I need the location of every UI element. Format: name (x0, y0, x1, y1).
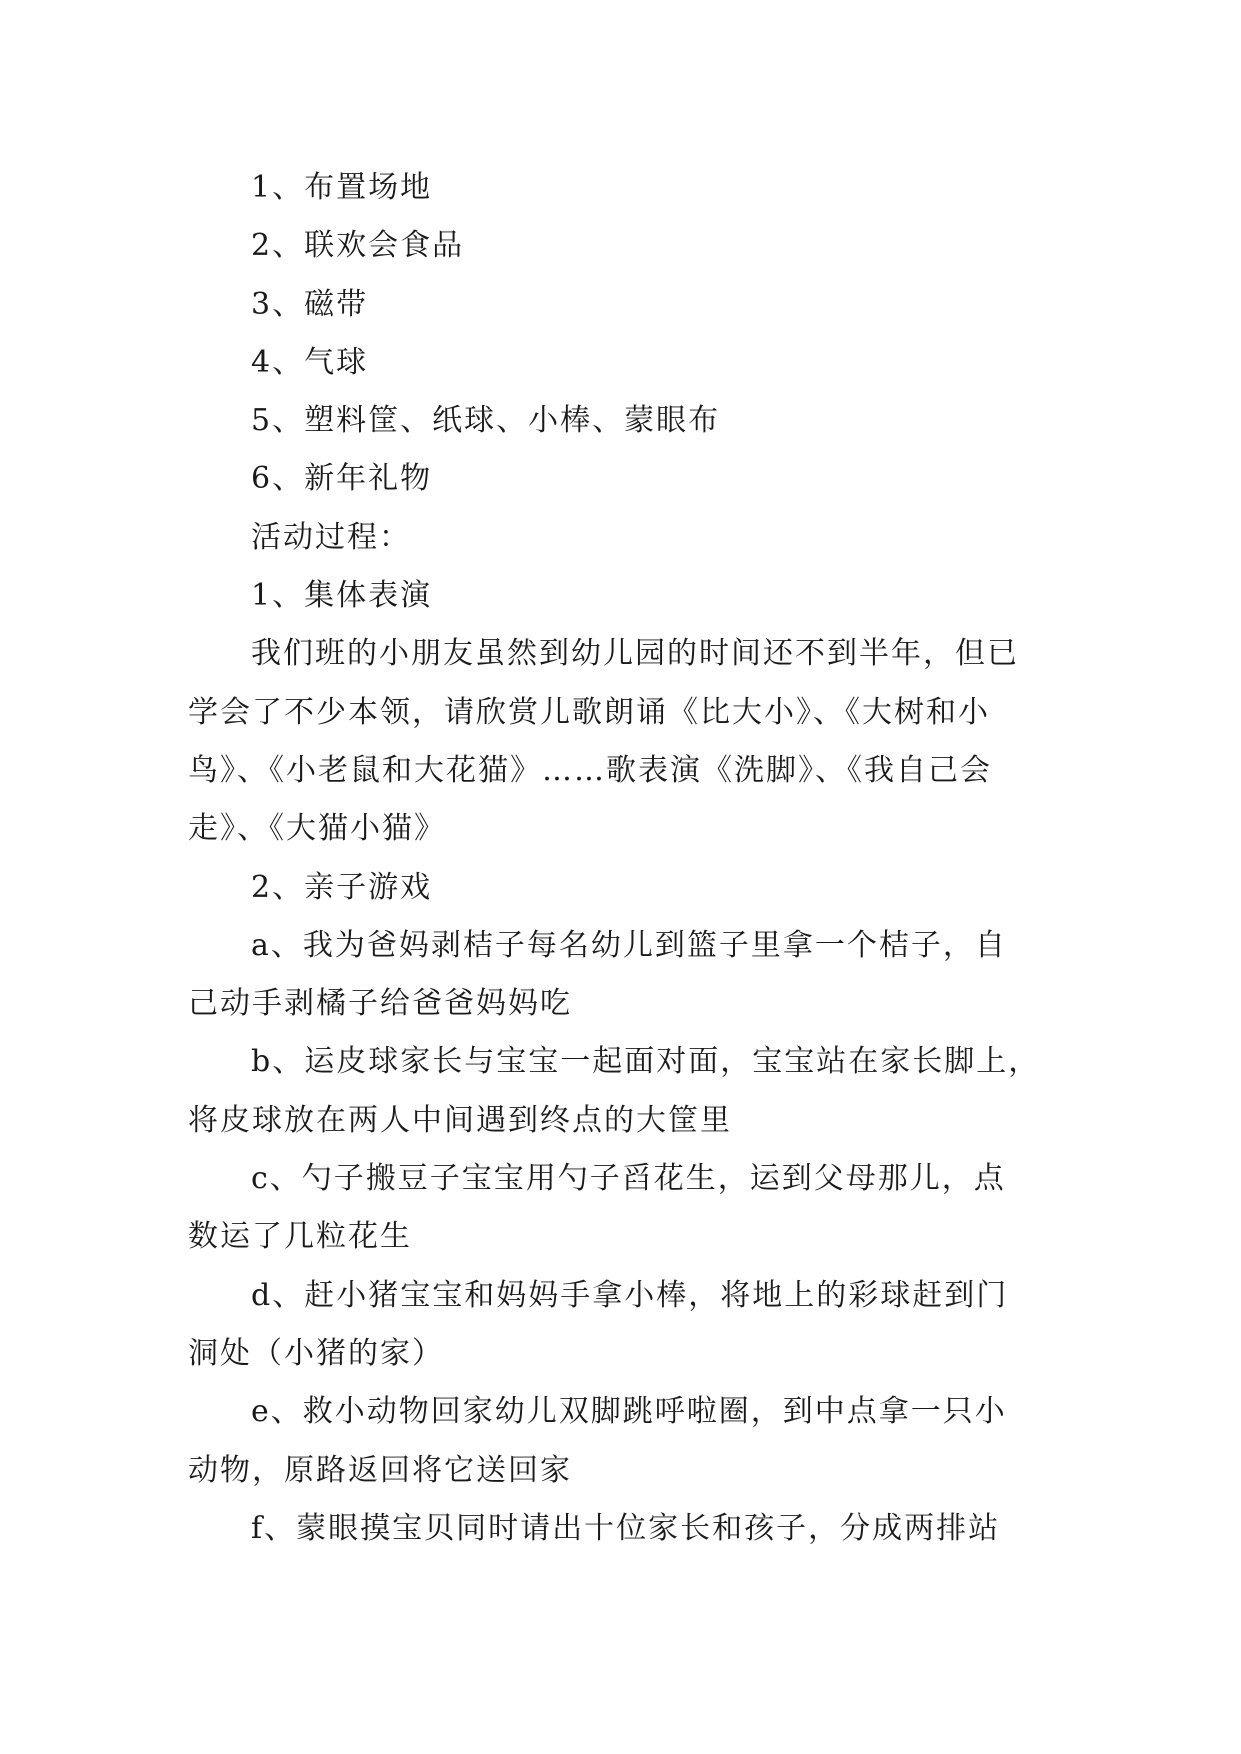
game-e-line-2: 动物，原路返回将它送回家 (188, 1452, 572, 1488)
game-e-line-1: e、救小动物回家幼儿双脚跳呼啦圈，到中点拿一只小 (251, 1394, 1007, 1430)
game-c-line-1: c、勺子搬豆子宝宝用勺子舀花生，运到父母那儿，点 (251, 1161, 1006, 1197)
game-d-line-1: d、赶小猪宝宝和妈妈手拿小棒，将地上的彩球赶到门 (251, 1277, 1009, 1313)
materials-item-2: 2、联欢会食品 (251, 228, 465, 264)
materials-item-3: 3、磁带 (251, 286, 369, 322)
section-1-heading: 1、集体表演 (251, 578, 433, 614)
process-heading: 活动过程： (251, 519, 411, 555)
game-f-line-1: f、蒙眼摸宝贝同时请出十位家长和孩子，分成两排站 (251, 1510, 1001, 1546)
document-body (188, 159, 1064, 1558)
section-1-line-1: 我们班的小朋友虽然到幼儿园的时间还不到半年，但已 (251, 636, 1019, 672)
section-1-line-3: 鸟》、《小老鼠和大花猫》……歌表演《洗脚》、《我自己会 (188, 752, 992, 788)
game-a-line-1: a、我为爸妈剥桔子每名幼儿到篮子里拿一个桔子，自 (251, 927, 1007, 963)
game-b-line-2: 将皮球放在两人中间遇到终点的大筐里 (188, 1102, 732, 1138)
game-a-line-2: 己动手剥橘子给爸爸妈妈吃 (188, 986, 572, 1022)
game-c-line-2: 数运了几粒花生 (188, 1219, 412, 1255)
section-1-line-4: 走》、《大猫小猫》 (188, 811, 446, 847)
materials-item-6: 6、新年礼物 (251, 461, 433, 497)
materials-item-5: 5、塑料筐、纸球、小棒、蒙眼布 (251, 403, 721, 439)
section-2-heading: 2、亲子游戏 (251, 869, 433, 905)
game-d-line-2: 洞处（小猪的家） (188, 1335, 444, 1371)
game-b-line-1: b、运皮球家长与宝宝一起面对面，宝宝站在家长脚上， (251, 1044, 1041, 1080)
materials-item-1: 1、布置场地 (251, 170, 433, 205)
materials-item-4: 4、气球 (251, 344, 369, 380)
section-1-line-2: 学会了不少本领，请欣赏儿歌朗诵《比大小》、《大树和小 (188, 694, 990, 730)
